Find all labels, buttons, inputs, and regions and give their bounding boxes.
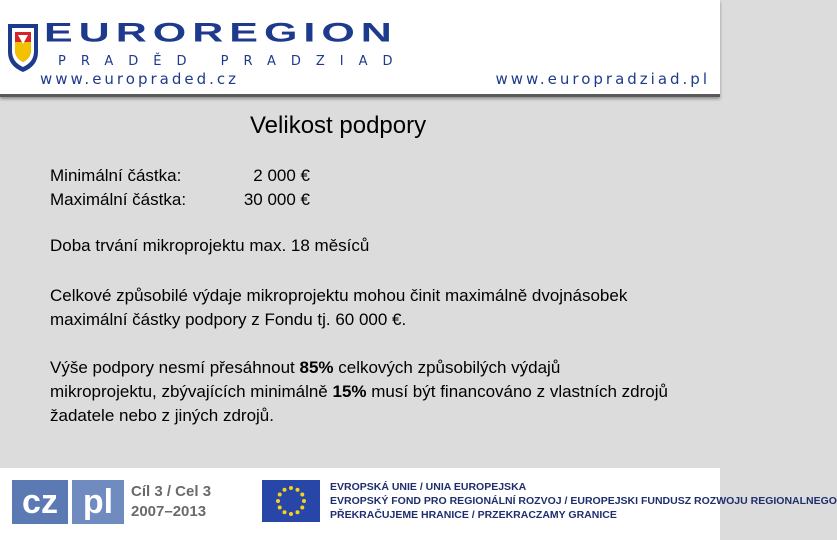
max-amount-row — [50, 188, 310, 212]
eu-line-2: EVROPSKÝ FOND PRO REGIONÁLNÍ ROZVOJ / EUROPEJSKI FUNDUSZ ROZWOJU REGIONALNEGO — [330, 495, 837, 507]
min-amount-row — [50, 164, 310, 188]
support-rate-text — [50, 356, 670, 428]
eu-flag-icon — [262, 480, 320, 522]
min-amount-label: Minimální částka: — [50, 166, 182, 185]
support-text-part1: Výše podpory nesmí přesáhnout — [50, 358, 300, 377]
euroregion-header — [0, 0, 720, 97]
max-amount-label: Maximální částka: — [50, 190, 187, 209]
support-text-part3: musí být financováno z vlastních zdrojů žadatele nebo z jiných zdrojů. — [50, 382, 668, 425]
support-text-part2: celkových způsobilých výdajů mikroprojektu, zbývajících minimálně — [50, 358, 561, 401]
support-pct-15: 15% — [332, 382, 367, 401]
eu-fund-text — [330, 480, 837, 522]
goal-line-1: Cíl 3 / Cel 3 — [131, 483, 212, 500]
program-goal — [131, 482, 211, 522]
goal-line-2: 2007–2013 — [131, 503, 207, 520]
eu-line-3: PŘEKRAČUJEME HRANICE / PRZEKRACZAMY GRANICE — [330, 509, 617, 521]
logo-wordmark: EUROREGION — [44, 18, 398, 48]
amounts-block — [50, 164, 310, 212]
url-pl: www.europradziad.pl — [495, 70, 710, 88]
czpl-logo-pl: pl — [72, 480, 124, 524]
czpl-logo — [12, 480, 124, 524]
duration-text: Doba trvání mikroprojektu max. 18 měsíců — [50, 236, 370, 255]
max-amount-value: 30 000 € — [243, 190, 310, 209]
url-cz: www.europraded.cz — [40, 70, 239, 88]
logo-urls — [40, 70, 710, 88]
program-footer — [0, 468, 837, 540]
min-amount-value: 2 000 € — [253, 166, 310, 185]
support-pct-85: 85% — [299, 358, 334, 377]
czpl-logo-cz: cz — [12, 480, 68, 524]
slide-title: Velikost podpory — [250, 112, 427, 139]
eligible-costs-text: Celkové způsobilé výdaje mikroprojektu mohou činit maximálně dvojnásobek maximální částky podpory z Fondu tj. 60 000 €. — [50, 286, 628, 329]
euroregion-crest-icon — [6, 22, 40, 74]
logo-subtitle: PRADĚD PRADZIAD — [58, 54, 408, 69]
eu-line-1: EVROPSKÁ UNIE / UNIA EUROPEJSKA — [330, 481, 527, 493]
